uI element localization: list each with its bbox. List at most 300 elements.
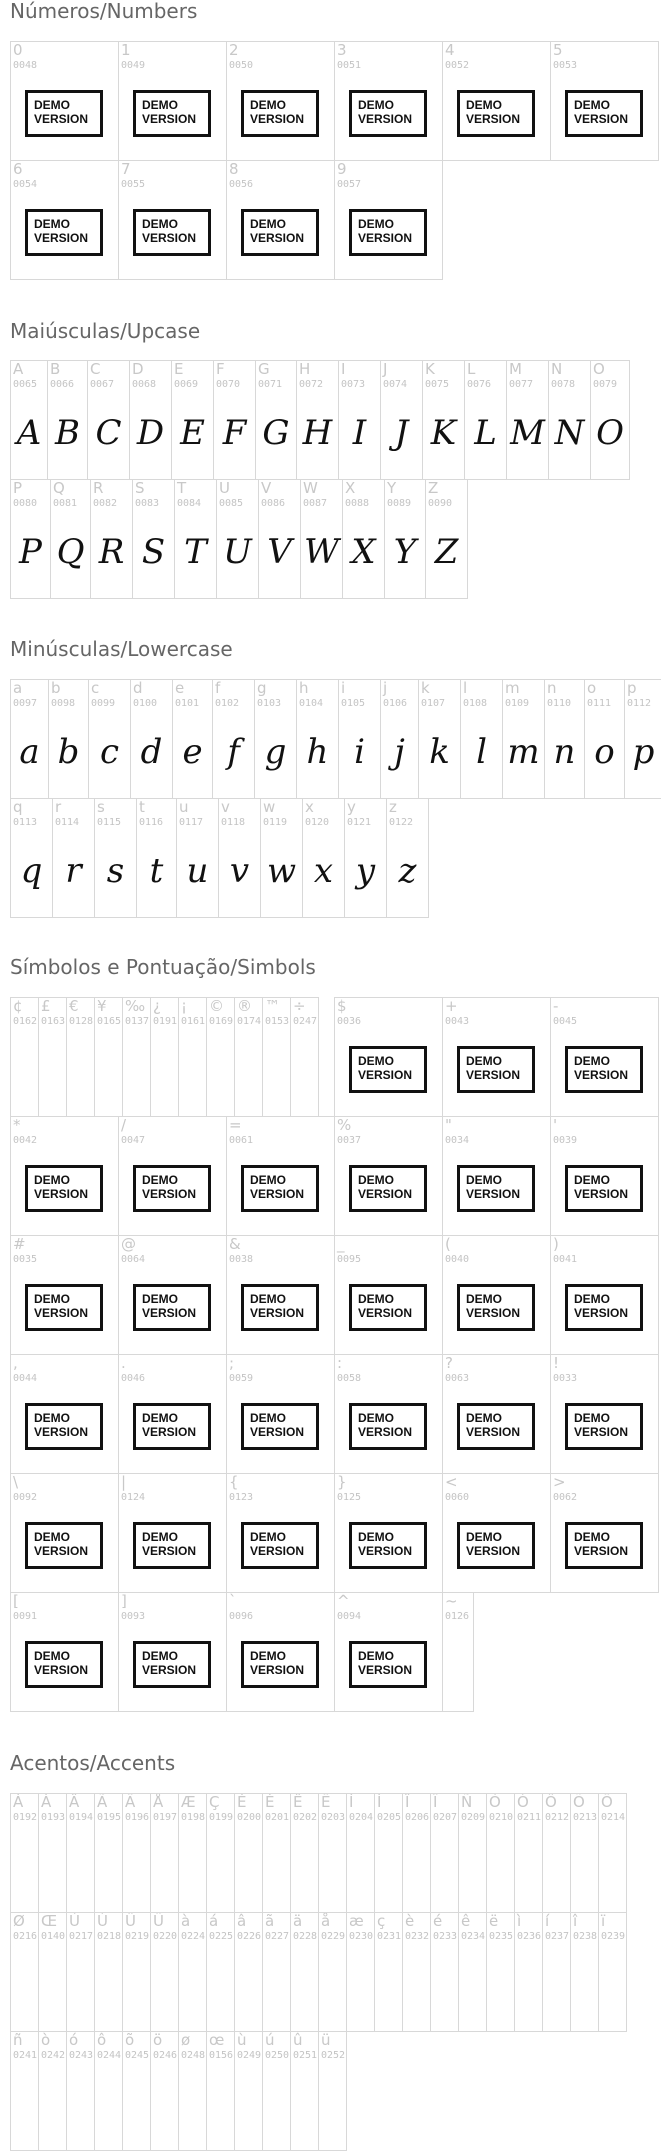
char-label: L xyxy=(467,360,476,378)
char-code: 0204 xyxy=(349,1812,374,1823)
char-label: f xyxy=(215,679,221,697)
demo-line2: VERSION xyxy=(34,1187,89,1201)
demo-line1: DEMO xyxy=(34,217,70,231)
glyph-cell xyxy=(422,360,465,480)
glyph-cell xyxy=(296,679,339,799)
glyph-cell xyxy=(87,360,130,480)
glyph-cell xyxy=(122,1912,151,2032)
char-label: _ xyxy=(337,1235,345,1253)
demo-line2: VERSION xyxy=(358,1544,413,1558)
char-code: 0227 xyxy=(265,1931,290,1942)
demo-line1: DEMO xyxy=(142,1292,178,1306)
glyph-cell xyxy=(334,1592,443,1712)
glyph-cell xyxy=(334,1116,443,1236)
char-label: < xyxy=(445,1473,458,1491)
char-label: É xyxy=(265,1793,275,1811)
char-label: œ xyxy=(209,2031,225,2049)
demo-version-box xyxy=(457,1284,535,1331)
char-label: ç xyxy=(377,1912,386,1930)
glyph-cell xyxy=(442,1116,551,1236)
demo-line2: VERSION xyxy=(466,112,521,126)
demo-version-box xyxy=(349,1403,427,1450)
glyph-cell xyxy=(10,1235,119,1355)
demo-line2: VERSION xyxy=(250,112,305,126)
glyph-cell xyxy=(442,1235,551,1355)
char-label: ' xyxy=(553,1116,558,1134)
char-label: ( xyxy=(445,1235,451,1253)
char-label: i xyxy=(341,679,346,697)
char-label: Ë xyxy=(321,1793,331,1811)
char-code: 0206 xyxy=(405,1812,430,1823)
char-code: 0199 xyxy=(209,1812,234,1823)
glyph-cell xyxy=(206,1793,235,1913)
demo-line1: DEMO xyxy=(34,1292,70,1306)
glyph-cell xyxy=(342,479,385,599)
char-code: 0237 xyxy=(545,1931,570,1942)
glyph-sample: I xyxy=(352,413,367,453)
glyph-cell xyxy=(262,1912,291,2032)
char-label: G xyxy=(258,360,270,378)
char-label: { xyxy=(229,1473,239,1491)
glyph-cell xyxy=(262,2031,291,2151)
demo-line1: DEMO xyxy=(34,1173,70,1187)
char-code: 0065 xyxy=(13,379,38,390)
char-code: 0198 xyxy=(181,1812,206,1823)
demo-line2: VERSION xyxy=(142,1544,197,1558)
glyph-cell xyxy=(318,1912,347,2032)
glyph-cell xyxy=(10,360,48,480)
glyph-cell xyxy=(10,679,49,799)
char-label: 6 xyxy=(13,160,23,178)
char-label: q xyxy=(13,798,23,816)
char-label: T xyxy=(177,479,187,497)
char-label: A xyxy=(13,360,24,378)
char-code: 0082 xyxy=(93,498,118,509)
char-label: Ç xyxy=(209,1793,220,1811)
glyph-sample: u xyxy=(186,851,209,891)
glyph-sample: E xyxy=(180,413,205,453)
char-label: ? xyxy=(445,1354,453,1372)
glyph-sample: x xyxy=(313,851,334,891)
demo-line1: DEMO xyxy=(574,1054,610,1068)
char-label: m xyxy=(505,679,520,697)
char-label: ö xyxy=(153,2031,163,2049)
glyph-cell xyxy=(590,360,630,480)
char-label: 1 xyxy=(121,41,131,59)
glyph-sample: L xyxy=(474,413,497,453)
demo-line2: VERSION xyxy=(34,1544,89,1558)
char-label: | xyxy=(121,1473,127,1491)
glyph-cell xyxy=(178,1912,207,2032)
char-code: 0194 xyxy=(69,1812,94,1823)
glyph-cell xyxy=(226,1235,335,1355)
char-code: 0084 xyxy=(177,498,202,509)
glyph-cell xyxy=(38,1793,67,1913)
glyph-cell xyxy=(66,1912,95,2032)
demo-line1: DEMO xyxy=(358,217,394,231)
char-code: 0058 xyxy=(337,1373,362,1384)
glyph-cell xyxy=(10,997,39,1117)
demo-version-box xyxy=(241,90,319,137)
glyph-cell xyxy=(48,679,89,799)
glyph-sample: K xyxy=(430,413,457,453)
char-label: 5 xyxy=(553,41,563,59)
char-label: : xyxy=(337,1354,343,1372)
char-label: Æ xyxy=(181,1793,196,1811)
char-label: æ xyxy=(349,1912,364,1930)
glyph-cell xyxy=(334,41,443,161)
glyph-cell xyxy=(442,41,551,161)
glyph-cell xyxy=(122,997,151,1117)
demo-version-box xyxy=(241,209,319,256)
char-label: F xyxy=(216,360,225,378)
char-code: 0122 xyxy=(389,817,414,828)
char-code: 0197 xyxy=(153,1812,178,1823)
glyph-cell xyxy=(10,798,53,918)
demo-line1: DEMO xyxy=(466,1173,502,1187)
char-label: O xyxy=(593,360,605,378)
char-label: ™ xyxy=(265,997,280,1015)
demo-line1: DEMO xyxy=(358,1411,394,1425)
glyph-cell xyxy=(258,479,301,599)
glyph-cell xyxy=(90,479,133,599)
char-label: ¡ xyxy=(181,997,188,1015)
demo-line1: DEMO xyxy=(358,1649,394,1663)
char-label: Q xyxy=(53,479,65,497)
demo-version-box xyxy=(241,1284,319,1331)
char-code: 0053 xyxy=(553,60,578,71)
glyph-cell xyxy=(570,1793,599,1913)
char-code: 0217 xyxy=(69,1931,94,1942)
glyph-sample: t xyxy=(149,851,164,891)
char-code: 0241 xyxy=(13,2050,38,2061)
char-code: 0055 xyxy=(121,179,146,190)
demo-version-box xyxy=(349,90,427,137)
char-label: © xyxy=(209,997,224,1015)
glyph-cell xyxy=(346,1793,375,1913)
glyph-cell xyxy=(226,1473,335,1593)
glyph-sample: S xyxy=(141,532,166,572)
demo-version-box xyxy=(349,1046,427,1093)
char-code: 0071 xyxy=(258,379,283,390)
demo-version-box xyxy=(349,1284,427,1331)
glyph-sample: C xyxy=(95,413,122,453)
glyph-cell xyxy=(66,1793,95,1913)
section-title: Números/Numbers xyxy=(10,0,198,23)
char-code: 0089 xyxy=(387,498,412,509)
glyph-cell xyxy=(234,1793,263,1913)
char-code: 0153 xyxy=(265,1016,290,1027)
char-code: 0078 xyxy=(551,379,576,390)
glyph-cell xyxy=(300,479,343,599)
char-code: 0228 xyxy=(293,1931,318,1942)
glyph-cell xyxy=(234,2031,263,2151)
glyph-cell xyxy=(514,1793,543,1913)
char-code: 0064 xyxy=(121,1254,146,1265)
char-code: 0120 xyxy=(305,817,330,828)
demo-line2: VERSION xyxy=(34,1425,89,1439)
char-label: x xyxy=(305,798,314,816)
char-label: Á xyxy=(41,1793,52,1811)
glyph-cell xyxy=(234,1912,263,2032)
char-code: 0047 xyxy=(121,1135,146,1146)
char-code: 0201 xyxy=(265,1812,290,1823)
char-label: Ò xyxy=(489,1793,501,1811)
char-label: j xyxy=(383,679,388,697)
demo-line2: VERSION xyxy=(358,1068,413,1082)
char-label: s xyxy=(97,798,105,816)
glyph-cell xyxy=(10,160,119,280)
glyph-sample: D xyxy=(136,413,165,453)
char-code: 0252 xyxy=(321,2050,346,2061)
glyph-cell xyxy=(430,1912,459,2032)
glyph-sample: z xyxy=(398,851,417,891)
glyph-cell xyxy=(550,1473,659,1593)
char-code: 0161 xyxy=(181,1016,206,1027)
char-code: 0212 xyxy=(545,1812,570,1823)
char-label: K xyxy=(425,360,435,378)
char-label: 9 xyxy=(337,160,347,178)
char-code: 0128 xyxy=(69,1016,94,1027)
glyph-cell xyxy=(346,1912,375,2032)
char-code: 0246 xyxy=(153,2050,178,2061)
char-code: 0126 xyxy=(445,1611,470,1622)
demo-line2: VERSION xyxy=(142,1306,197,1320)
char-label: á xyxy=(209,1912,219,1930)
demo-line1: DEMO xyxy=(250,1649,286,1663)
char-code: 0234 xyxy=(461,1931,486,1942)
char-code: 0231 xyxy=(377,1931,402,1942)
demo-line2: VERSION xyxy=(34,1663,89,1677)
char-label: ñ xyxy=(13,2031,23,2049)
char-label: Ú xyxy=(97,1912,108,1930)
char-label: I xyxy=(341,360,346,378)
char-label: à xyxy=(181,1912,191,1930)
demo-line2: VERSION xyxy=(250,1187,305,1201)
glyph-cell xyxy=(334,997,443,1117)
char-label: ) xyxy=(553,1235,559,1253)
glyph-cell xyxy=(254,679,297,799)
demo-line2: VERSION xyxy=(574,1425,629,1439)
demo-version-box xyxy=(565,1522,643,1569)
demo-line2: VERSION xyxy=(250,1544,305,1558)
glyph-sample: j xyxy=(394,732,405,772)
glyph-cell xyxy=(118,160,227,280)
glyph-cell xyxy=(486,1793,515,1913)
glyph-cell xyxy=(94,1912,123,2032)
char-code: 0216 xyxy=(13,1931,38,1942)
char-label: V xyxy=(261,479,272,497)
glyph-cell xyxy=(262,997,291,1117)
char-code: 0097 xyxy=(13,698,38,709)
char-code: 0156 xyxy=(209,2050,234,2061)
section-title: Minúsculas/Lowercase xyxy=(10,637,233,661)
demo-version-box xyxy=(565,1165,643,1212)
char-label: ! xyxy=(553,1354,560,1372)
demo-line1: DEMO xyxy=(466,98,502,112)
glyph-cell xyxy=(442,1354,551,1474)
char-label: ô xyxy=(97,2031,107,2049)
char-label: ; xyxy=(229,1354,235,1372)
glyph-sample: W xyxy=(304,532,339,572)
char-code: 0140 xyxy=(41,1931,66,1942)
glyph-cell xyxy=(290,1793,319,1913)
char-code: 0056 xyxy=(229,179,254,190)
char-code: 0048 xyxy=(13,60,38,71)
char-code: 0108 xyxy=(463,698,488,709)
glyph-cell xyxy=(442,1473,551,1593)
char-label: S xyxy=(135,479,145,497)
glyph-cell xyxy=(344,798,387,918)
char-code: 0098 xyxy=(51,698,76,709)
glyph-sample: g xyxy=(264,732,287,772)
demo-version-box xyxy=(133,209,211,256)
demo-version-box xyxy=(133,1641,211,1688)
demo-line1: DEMO xyxy=(34,1411,70,1425)
char-code: 0243 xyxy=(69,2050,94,2061)
char-label: % xyxy=(337,1116,352,1134)
glyph-cell xyxy=(460,679,503,799)
demo-version-box xyxy=(457,1522,535,1569)
demo-line1: DEMO xyxy=(358,1292,394,1306)
glyph-cell xyxy=(171,360,214,480)
glyph-cell xyxy=(132,479,175,599)
glyph-cell xyxy=(66,997,95,1117)
glyph-sample: H xyxy=(302,413,333,453)
glyph-cell xyxy=(10,1592,119,1712)
demo-line1: DEMO xyxy=(466,1411,502,1425)
char-label: Ö xyxy=(601,1793,613,1811)
glyph-cell xyxy=(458,1793,487,1913)
char-label: X xyxy=(345,479,356,497)
glyph-cell xyxy=(150,2031,179,2151)
glyph-cell xyxy=(66,2031,95,2151)
char-label: P xyxy=(13,479,23,497)
char-code: 0211 xyxy=(517,1812,542,1823)
glyph-cell xyxy=(10,1793,39,1913)
char-code: 0116 xyxy=(139,817,164,828)
char-label: Ô xyxy=(545,1793,557,1811)
char-code: 0195 xyxy=(97,1812,122,1823)
char-label: Ü xyxy=(153,1912,164,1930)
demo-version-box xyxy=(25,1165,103,1212)
glyph-cell xyxy=(550,1235,659,1355)
char-label: î xyxy=(573,1912,578,1930)
demo-line2: VERSION xyxy=(574,1187,629,1201)
glyph-sample: f xyxy=(227,732,240,772)
glyph-cell xyxy=(544,679,585,799)
char-code: 0244 xyxy=(97,2050,122,2061)
glyph-sample: M xyxy=(510,413,545,453)
demo-line2: VERSION xyxy=(34,112,89,126)
glyph-cell xyxy=(234,997,263,1117)
char-code: 0210 xyxy=(489,1812,514,1823)
glyph-sample: l xyxy=(476,732,487,772)
char-label: J xyxy=(383,360,388,378)
demo-line1: DEMO xyxy=(250,1411,286,1425)
demo-version-box xyxy=(133,1403,211,1450)
glyph-cell xyxy=(150,1793,179,1913)
glyph-cell xyxy=(430,1793,459,1913)
char-code: 0236 xyxy=(517,1931,542,1942)
demo-line2: VERSION xyxy=(142,231,197,245)
char-label: ù xyxy=(237,2031,247,2049)
glyph-sample: i xyxy=(354,732,365,772)
char-label: Ø xyxy=(13,1912,25,1930)
glyph-cell xyxy=(226,1592,335,1712)
char-label: , xyxy=(13,1354,18,1372)
demo-line1: DEMO xyxy=(34,98,70,112)
char-label: R xyxy=(93,479,104,497)
char-label: õ xyxy=(125,2031,135,2049)
glyph-cell xyxy=(584,679,625,799)
demo-version-box xyxy=(349,209,427,256)
char-code: 0193 xyxy=(41,1812,66,1823)
char-code: 0117 xyxy=(179,817,204,828)
char-label: ¿ xyxy=(153,997,161,1015)
char-code: 0059 xyxy=(229,1373,254,1384)
char-code: 0123 xyxy=(229,1492,254,1503)
char-code: 0169 xyxy=(209,1016,234,1027)
glyph-cell xyxy=(442,997,551,1117)
char-label: u xyxy=(179,798,189,816)
char-code: 0037 xyxy=(337,1135,362,1146)
char-code: 0033 xyxy=(553,1373,578,1384)
demo-line2: VERSION xyxy=(358,1663,413,1677)
char-code: 0229 xyxy=(321,1931,346,1942)
glyph-cell xyxy=(624,679,661,799)
demo-version-box xyxy=(349,1641,427,1688)
char-label: B xyxy=(50,360,61,378)
glyph-cell xyxy=(550,1354,659,1474)
glyph-cell xyxy=(402,1793,431,1913)
demo-line2: VERSION xyxy=(466,1425,521,1439)
demo-version-box xyxy=(241,1403,319,1450)
char-code: 0163 xyxy=(41,1016,66,1027)
demo-line1: DEMO xyxy=(358,1173,394,1187)
char-code: 0191 xyxy=(153,1016,178,1027)
char-code: 0068 xyxy=(132,379,157,390)
demo-line1: DEMO xyxy=(466,1054,502,1068)
char-label: ^ xyxy=(337,1592,350,1610)
char-code: 0034 xyxy=(445,1135,470,1146)
char-code: 0207 xyxy=(433,1812,458,1823)
char-label: ` xyxy=(229,1592,237,1610)
demo-version-box xyxy=(565,1046,643,1093)
glyph-cell xyxy=(10,41,119,161)
char-label: ® xyxy=(237,997,252,1015)
glyph-sample: m xyxy=(507,732,540,772)
glyph-sample: R xyxy=(98,532,125,572)
char-label: * xyxy=(13,1116,21,1134)
glyph-sample: N xyxy=(554,413,585,453)
char-code: 0209 xyxy=(461,1812,486,1823)
demo-line2: VERSION xyxy=(34,231,89,245)
demo-line2: VERSION xyxy=(574,112,629,126)
glyph-sample: V xyxy=(267,532,292,572)
glyph-sample: d xyxy=(140,732,163,772)
char-code: 0091 xyxy=(13,1611,38,1622)
demo-line1: DEMO xyxy=(142,1173,178,1187)
char-label: 0 xyxy=(13,41,23,59)
char-code: 0067 xyxy=(90,379,115,390)
char-code: 0118 xyxy=(221,817,246,828)
char-code: 0081 xyxy=(53,498,78,509)
demo-line1: DEMO xyxy=(574,1411,610,1425)
glyph-cell xyxy=(380,679,419,799)
char-label: H xyxy=(299,360,311,378)
char-label: Ù xyxy=(69,1912,80,1930)
